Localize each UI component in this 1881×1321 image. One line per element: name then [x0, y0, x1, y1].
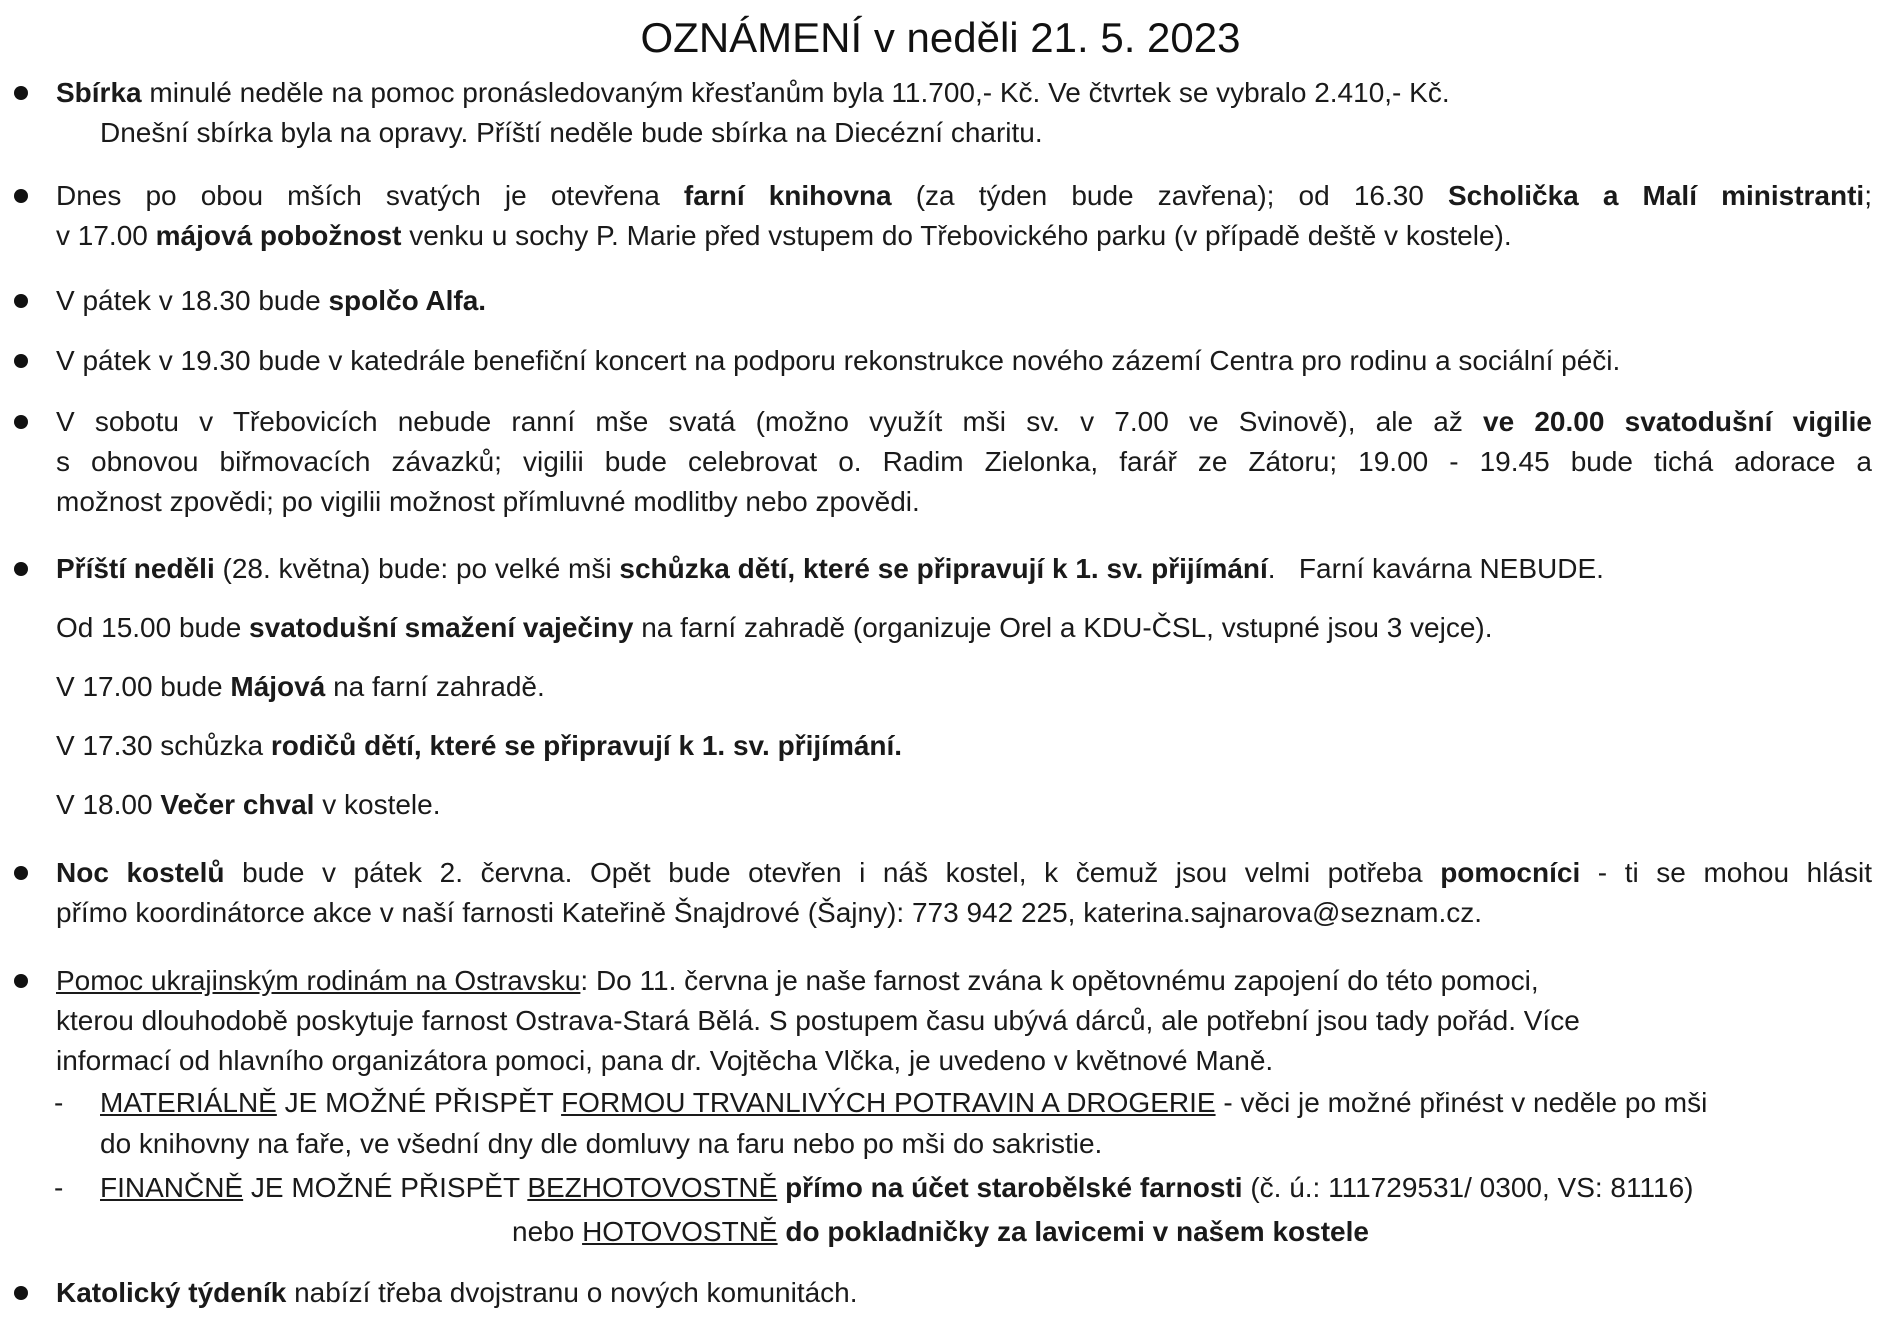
vigil-line: V sobotu v Třebovicích nebude ranní mše svatá (možno využít mši sv. v 7.00 ve Svinově), ale až ve 20.00 svatodušní vigilie [56, 406, 1872, 437]
dash-marker: - [54, 1087, 64, 1118]
collection-line-2: Dnešní sbírka byla na opravy. Příští neděle bude sbírka na Diecézní charitu. [100, 117, 1043, 148]
bullet-icon [14, 354, 28, 368]
concert-line: V pátek v 19.30 bude v katedrále benefiční koncert na podporu rekonstrukce nového zázemí Centra pro rodinu a sociální péči. [56, 345, 1621, 376]
bullet-icon [14, 974, 28, 988]
next-sunday-line-4: V 17.30 schůzka rodičů dětí, které se připravují k 1. sv. přijímání. [56, 730, 903, 761]
bullet-icon [14, 866, 28, 880]
vigil-line-3: možnost zpovědi; po vigilii možnost přímluvné modlitby nebo zpovědi. [56, 486, 920, 517]
next-sunday-line-3: V 17.00 bude Májová na farní zahradě. [56, 671, 545, 702]
next-sunday-line-2: Od 15.00 bude svatodušní smažení vaječiny na farní zahradě (organizuje Orel a KDU-ČSL, vstupné jsou 3 vejce). [56, 612, 1493, 643]
material-line-2: do knihovny na faře, ve všední dny dle domluvy na faru nebo po mši do sakristie. [100, 1128, 1103, 1159]
bullet-icon [14, 1286, 28, 1300]
bullet-icon [14, 189, 28, 203]
catholic-weekly-line: Katolický týdeník nabízí třeba dvojstranu o nových komunitách. [56, 1277, 858, 1308]
alfa-line: V pátek v 18.30 bude spolčo Alfa. [56, 285, 487, 316]
bullet-icon [14, 562, 28, 576]
ukraine-help-line: Pomoc ukrajinským rodinám na Ostravsku: Do 11. června je naše farnost zvána k opětovnému zapojení do této pomoci, [56, 965, 1539, 996]
financial-line-2: nebo HOTOVOSTNĚ do pokladničky za lavicemi v našem kostele [512, 1216, 1369, 1247]
next-sunday-line: Příští neděli (28. května) bude: po velké mši schůzka dětí, které se připravují k 1. sv. přijímání. Farní kavárna NEBUDE. [56, 553, 1604, 584]
night-of-churches-line-2: přímo koordinátorce akce v naší farnosti Kateřině Šnajdrové (Šajny): 773 942 225, katerina.sajnarova@seznam.cz. [56, 897, 1483, 928]
bullet-icon [14, 294, 28, 308]
material-line: MATERIÁLNĚ JE MOŽNÉ PŘISPĚT FORMOU TRVANLIVÝCH POTRAVIN A DROGERIE - věci je možné přinést v neděle po mši [100, 1087, 1708, 1118]
collection-line: Sbírka minulé neděle na pomoc pronásledovaným křesťanům byla 11.700,- Kč. Ve čtvrtek se vybralo 2.410,- Kč. [56, 77, 1450, 108]
dash-marker: - [54, 1172, 64, 1203]
library-line-2: v 17.00 májová pobožnost venku u sochy P. Marie před vstupem do Třebovického parku (v případě deště v kostele). [56, 220, 1512, 251]
bullet-icon [14, 86, 28, 100]
financial-line: FINANČNĚ JE MOŽNÉ PŘISPĚT BEZHOTOVOSTNĚ přímo na účet starobělské farnosti (č. ú.: 111729531/ 0300, VS: 81116) [100, 1172, 1694, 1203]
library-line: Dnes po obou mších svatých je otevřena farní knihovna (za týden bude zavřena); od 16.30 Scholička a Malí ministranti; [56, 180, 1872, 211]
ukraine-help-line-3: informací od hlavního organizátora pomoci, pana dr. Vojtěcha Vlčka, je uvedeno v květnové Maně. [56, 1045, 1274, 1076]
night-of-churches-line: Noc kostelů bude v pátek 2. června. Opět bude otevřen i náš kostel, k čemuž jsou velmi potřeba pomocníci - ti se mohou hlásit [56, 857, 1873, 888]
page-title: OZNÁMENÍ v neděli 21. 5. 2023 [640, 14, 1241, 61]
next-sunday-line-5: V 18.00 Večer chval v kostele. [56, 789, 441, 820]
bullet-icon [14, 415, 28, 429]
vigil-line-2: s obnovou biřmovacích závazků; vigilii bude celebrovat o. Radim Zielonka, farář ze Zátoru; 19.00 - 19.45 bude tichá adorace a [56, 446, 1872, 477]
ukraine-help-line-2: kterou dlouhodobě poskytuje farnost Ostrava-Stará Bělá. S postupem času ubývá dárců, ale potřební jsou tady pořád. Více [56, 1005, 1580, 1036]
